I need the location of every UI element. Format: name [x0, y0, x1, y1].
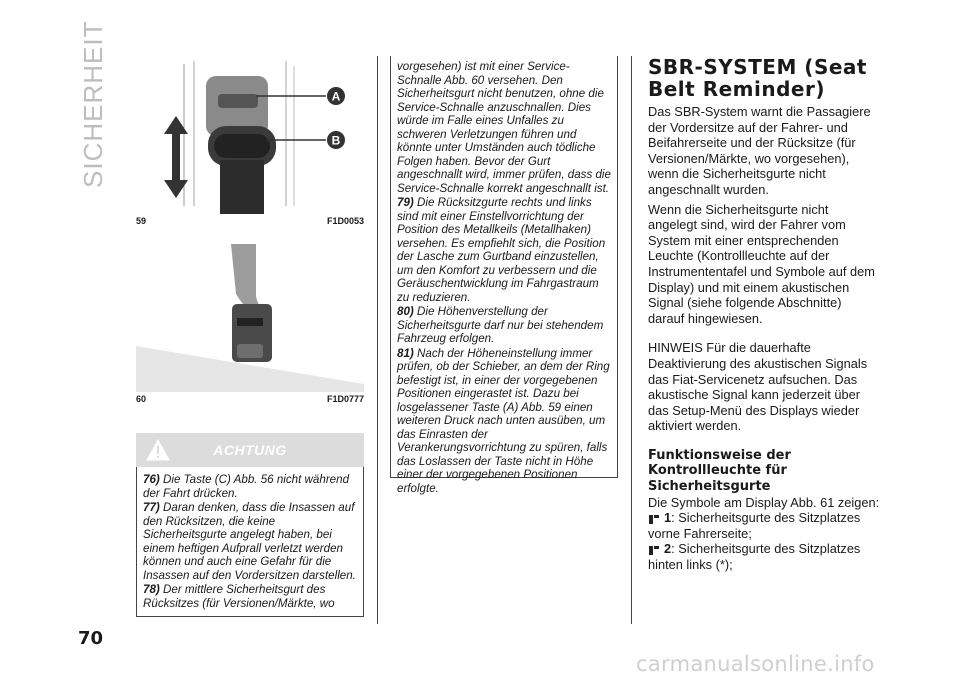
section-heading: SBR-SYSTEM (Seat Belt Reminder) — [648, 55, 867, 101]
figure-59 — [136, 56, 364, 228]
paragraph: Die Symbole am Display Abb. 61 zeigen: — [648, 494, 880, 510]
warning-item: 80) Die Höhenverstellung der Sicherheitsgurte darf nur bei stehendem Fahrzeug erfolgen. — [397, 305, 604, 345]
note-paragraph: HINWEIS Für die dauerhafte Deaktivierung des akustischen Signals das Fiat-Servicenetz aufsuchen. Das akustische Signal kann jederzeit über das Setup-Menü des Displays wieder aktiviert werden. — [648, 340, 868, 434]
section-title: SICHERHEIT — [78, 20, 108, 188]
seatbelt-icon — [648, 513, 660, 525]
label-a: A — [331, 89, 341, 104]
figure-code: F1D0777 — [326, 394, 364, 404]
list-item: 1: Sicherheitsgurte des Sitzplatzes vorne Fahrerseite; — [648, 510, 861, 541]
warning-box-continued — [390, 56, 618, 495]
list-item: 2: Sicherheitsgurte des Sitzplatzes hinten links (*); — [648, 541, 861, 573]
seatbelt-height-adjuster-image — [136, 56, 364, 214]
page-number: 70 — [78, 628, 104, 649]
warning-item: 79) Die Rücksitzgurte rechts und links sind mit einer Einstellvorrichtung der Position des Metallkeils (Metallhaken) versehen. Es empfiehlt sich, die Position der Lasche zum Gurtband einzustellen, um den Komfort zu verbessern und die Geräuschentwicklung im Fahrgastraum zu reduzieren. — [397, 196, 606, 304]
seatbelt-icon — [648, 544, 660, 556]
warning-item: 78) Der mittlere Sicherheitsgurt des Rücksitzes (für Versionen/Märkte, wo — [143, 583, 335, 610]
figure-number: 60 — [136, 394, 147, 404]
paragraph: Das SBR-System warnt die Passagiere der Vordersitze auf der Fahrer- und Beifahrerseite und der Rücksitze (für Versionen/Märkte, wo vorgesehen), wenn die Sicherheitsgurte nicht angeschnallt wurden. — [648, 104, 871, 197]
warning-item: 76) Die Taste (C) Abb. 56 nicht während der Fahrt drücken. — [143, 473, 350, 500]
figure-code: F1D0053 — [326, 216, 364, 226]
column-divider — [631, 56, 632, 624]
watermark: carmanualsonline.info — [636, 652, 875, 676]
warning-item: 77) Daran denken, dass die Insassen auf den Rücksitzen, die keine Sicherheitsgurte angelegt haben, bei einem heftigen Aufprall verletzt werden können und auch eine Gefahr für die Insassen auf den Vordersitzen darstellen. — [143, 501, 356, 582]
subheading: Funktionsweise der Kontrollleuchte für Sicherheitsgurte — [648, 447, 791, 495]
warning-header — [136, 433, 364, 467]
paragraph: Wenn die Sicherheitsgurte nicht angelegt sind, wird der Fahrer vom System mit einer entsprechenden Leuchte (Kontrollleuchte auf der Instrumententafel und Symbole auf dem Display) und mit einem akustischen Signal (siehe folgende Abschnitte) darauf hingewiesen. — [648, 201, 875, 326]
label-b: B — [331, 133, 341, 148]
warning-box — [136, 467, 364, 617]
warning-title: ACHTUNG — [213, 442, 287, 458]
warning-item: 81) Nach der Höheneinstellung immer prüfen, ob der Schieber, an dem der Ring befestigt ist, in einer der vorgegebenen Positionen eingerastet ist. Dazu bei losgelassener Taste (A) Abb. 59 einen weiteren Druck nach unten ausüben, um das Einrasten der Verankerungsvorrichtung zu spüren, falls das Loslassen der Taste nicht in Höhe einer der vorgegebenen Positionen erfolgte. — [397, 346, 610, 495]
figure-60 — [136, 234, 364, 408]
column-divider — [377, 56, 378, 624]
warning-text: vorgesehen) ist mit einer Service-Schnalle Abb. 60 versehen. Den Sicherheitsgurt nicht benutzen, ohne die Service-Schnalle anzuschnallen. Dies würde im Falle eines Unfalles zu schweren Verletzungen führen und könnte unter Umständen auch tödliche Folgen haben. Bevor der Gurt angeschnallt wird, immer prüfen, dass die Service-Schnalle korrekt angeschnallt ist. — [397, 60, 611, 195]
sbr-body — [648, 104, 880, 573]
service-buckle-image — [136, 234, 364, 392]
figure-number: 59 — [136, 216, 147, 226]
